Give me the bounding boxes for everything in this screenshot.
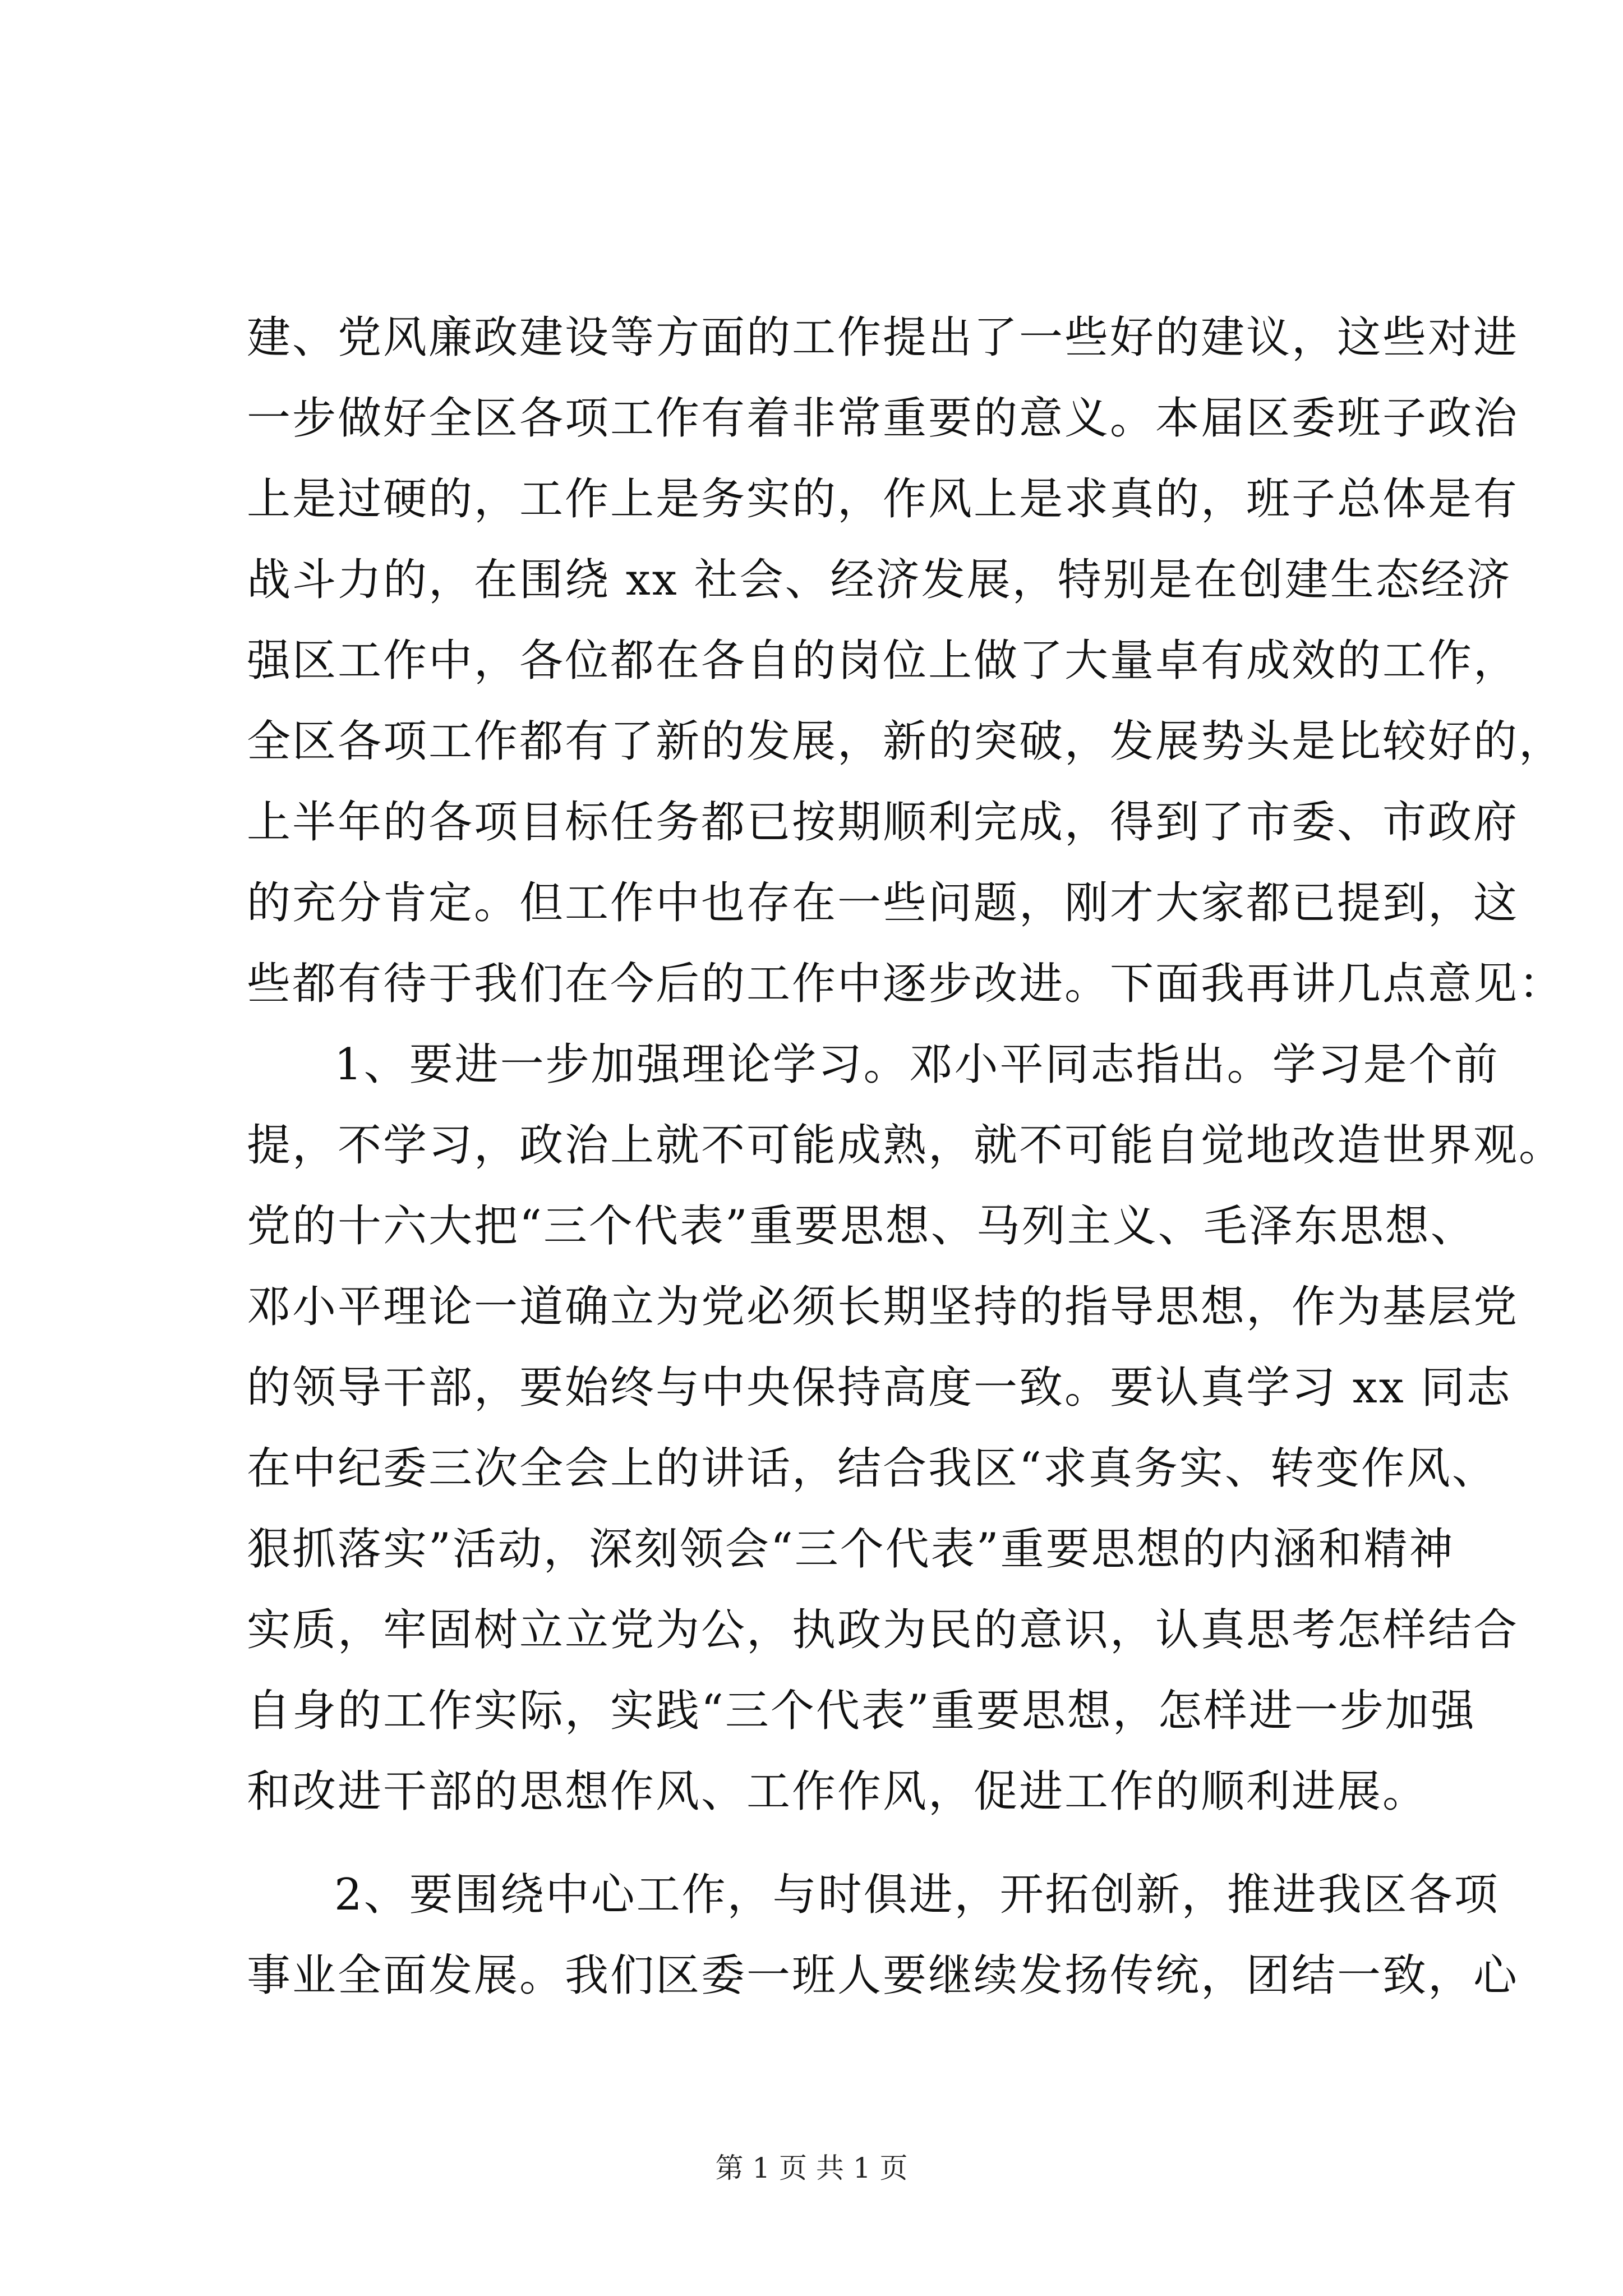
text-line: 自身的工作实际，实践“三个代表”重要思想，怎样进一步加强 (247, 1686, 1476, 1736)
text-line: 建、党风廉政建设等方面的工作提出了一些好的建议，这些对进 (247, 312, 1519, 363)
text-line: 事业全面发展。我们区委一班人要继续发扬传统，团结一致，心 (247, 1950, 1519, 2001)
document-body (247, 297, 1565, 2016)
text-line: 邓小平理论一道确立为党必须长期坚持的指导思想，作为基层党 (247, 1282, 1519, 1332)
text-line: 提，不学习，政治上就不可能成熟，就不可能自觉地改造世界观。 (247, 1120, 1565, 1171)
text-line: 些都有待于我们在今后的工作中逐步改进。下面我再讲几点意见： (247, 959, 1565, 1009)
text-line: 上是过硬的，工作上是务实的，作风上是求真的，班子总体是有 (247, 474, 1519, 524)
paragraph-2-first-line: 2、要围绕中心工作，与时俱进，开拓创新，推进我区各项 (334, 1870, 1500, 1920)
text-line: 和改进干部的思想作风、工作作风，促进工作的顺利进展。 (247, 1766, 1428, 1817)
text-line: 狠抓落实”活动，深刻领会“三个代表”重要思想的内涵和精神 (247, 1524, 1455, 1575)
page-number-footer: 第 1 页 共 1 页 (715, 2152, 908, 2184)
text-line: 的充分肯定。但工作中也存在一些问题，刚才大家都已提到，这 (247, 878, 1519, 928)
text-line: 上半年的各项目标任务都已按期顺利完成，得到了市委、市政府 (247, 797, 1519, 848)
text-line: 战斗力的，在围绕 xx 社会、经济发展，特别是在创建生态经济 (247, 555, 1512, 605)
text-line: 一步做好全区各项工作有着非常重要的意义。本届区委班子政治 (247, 393, 1519, 444)
text-line: 党的十六大把“三个代表”重要思想、马列主义、毛泽东思想、 (247, 1201, 1476, 1251)
text-line: 强区工作中，各位都在各自的岗位上做了大量卓有成效的工作， (247, 636, 1519, 686)
text-line: 在中纪委三次全会上的讲话，结合我区“求真务实、转变作风、 (247, 1443, 1497, 1494)
paragraph-1-first-line: 1、要进一步加强理论学习。邓小平同志指出。学习是个前 (334, 1039, 1500, 1090)
text-line: 实质，牢固树立立党为公，执政为民的意识，认真思考怎样结合 (247, 1605, 1519, 1655)
text-line: 全区各项工作都有了新的发展，新的突破，发展势头是比较好的， (247, 716, 1565, 767)
text-line: 的领导干部，要始终与中央保持高度一致。要认真学习 xx 同志 (247, 1363, 1512, 1413)
